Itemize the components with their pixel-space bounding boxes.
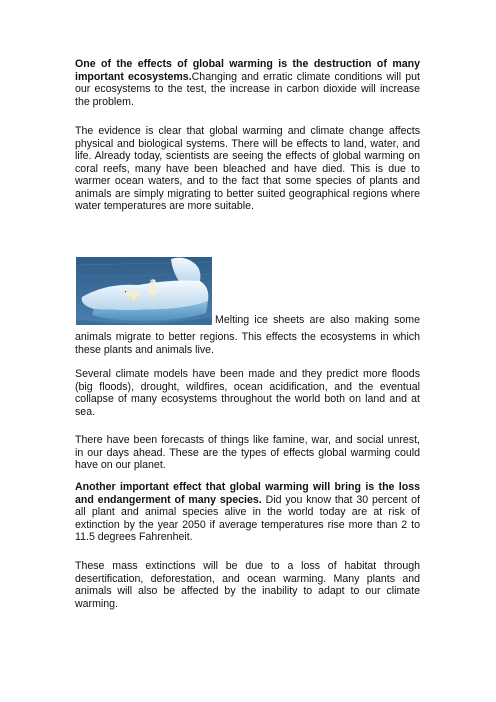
paragraph-melting-ice-body: animals migrate to better regions. This effects the ecosystems in which these plants and animals live. bbox=[75, 331, 420, 356]
bold-lead-species: Another important effect that global warming will bring is the loss and endangerment of many species. bbox=[75, 481, 420, 506]
paragraph-evidence: The evidence is clear that global warming and climate change affects physical and biological systems. There will be effects to land, water, and life. Already today, scientists are seeing the effects of global warming on coral reefs, many have been bleached and have died. This is due to warmer ocean waters, and to the fact that some species of plants and animals are simply migrating to better suited geographical regions where water temperatures are more suitable. bbox=[75, 125, 420, 212]
bold-lead-ecosystems: One of the effects of global warming is the destruction of many important ecosystems. bbox=[75, 58, 420, 83]
paragraph-melting-ice-first-line: Melting ice sheets are also making some bbox=[215, 314, 420, 326]
paragraph1-body: Changing and erratic climate conditions will put our ecosystems to the test, the increase in carbon dioxide will increase the problem. bbox=[75, 70, 420, 108]
paragraph-mass-extinctions: These mass extinctions will be due to a loss of habitat through desertification, deforestation, and ocean warming. Many plants and animals will also be affected by the inability to adapt to our climate warming. bbox=[75, 560, 420, 610]
paragraph-climate-models: Several climate models have been made and they predict more floods (big floods), drought, wildfires, ocean acidification, and the eventual collapse of many ecosystems throughout the world both on land and at sea. bbox=[75, 368, 420, 418]
polar-bears-photo bbox=[76, 257, 212, 325]
paragraph-species-loss bbox=[75, 481, 420, 544]
paragraph-forecasts: There have been forecasts of things like famine, war, and social unrest, in our days ahead. These are the types of effects global warming could have on our planet. bbox=[75, 434, 420, 471]
paragraph-ecosystems-intro bbox=[75, 58, 420, 108]
polar-bears-illustration bbox=[76, 257, 212, 325]
paragraph6-body: Did you know that 30 percent of all plant and animal species alive in the world today are at risk of extinction by the year 2050 if average temperatures rise more than 2 to 11.5 degrees Fahrenheit. bbox=[75, 493, 420, 543]
